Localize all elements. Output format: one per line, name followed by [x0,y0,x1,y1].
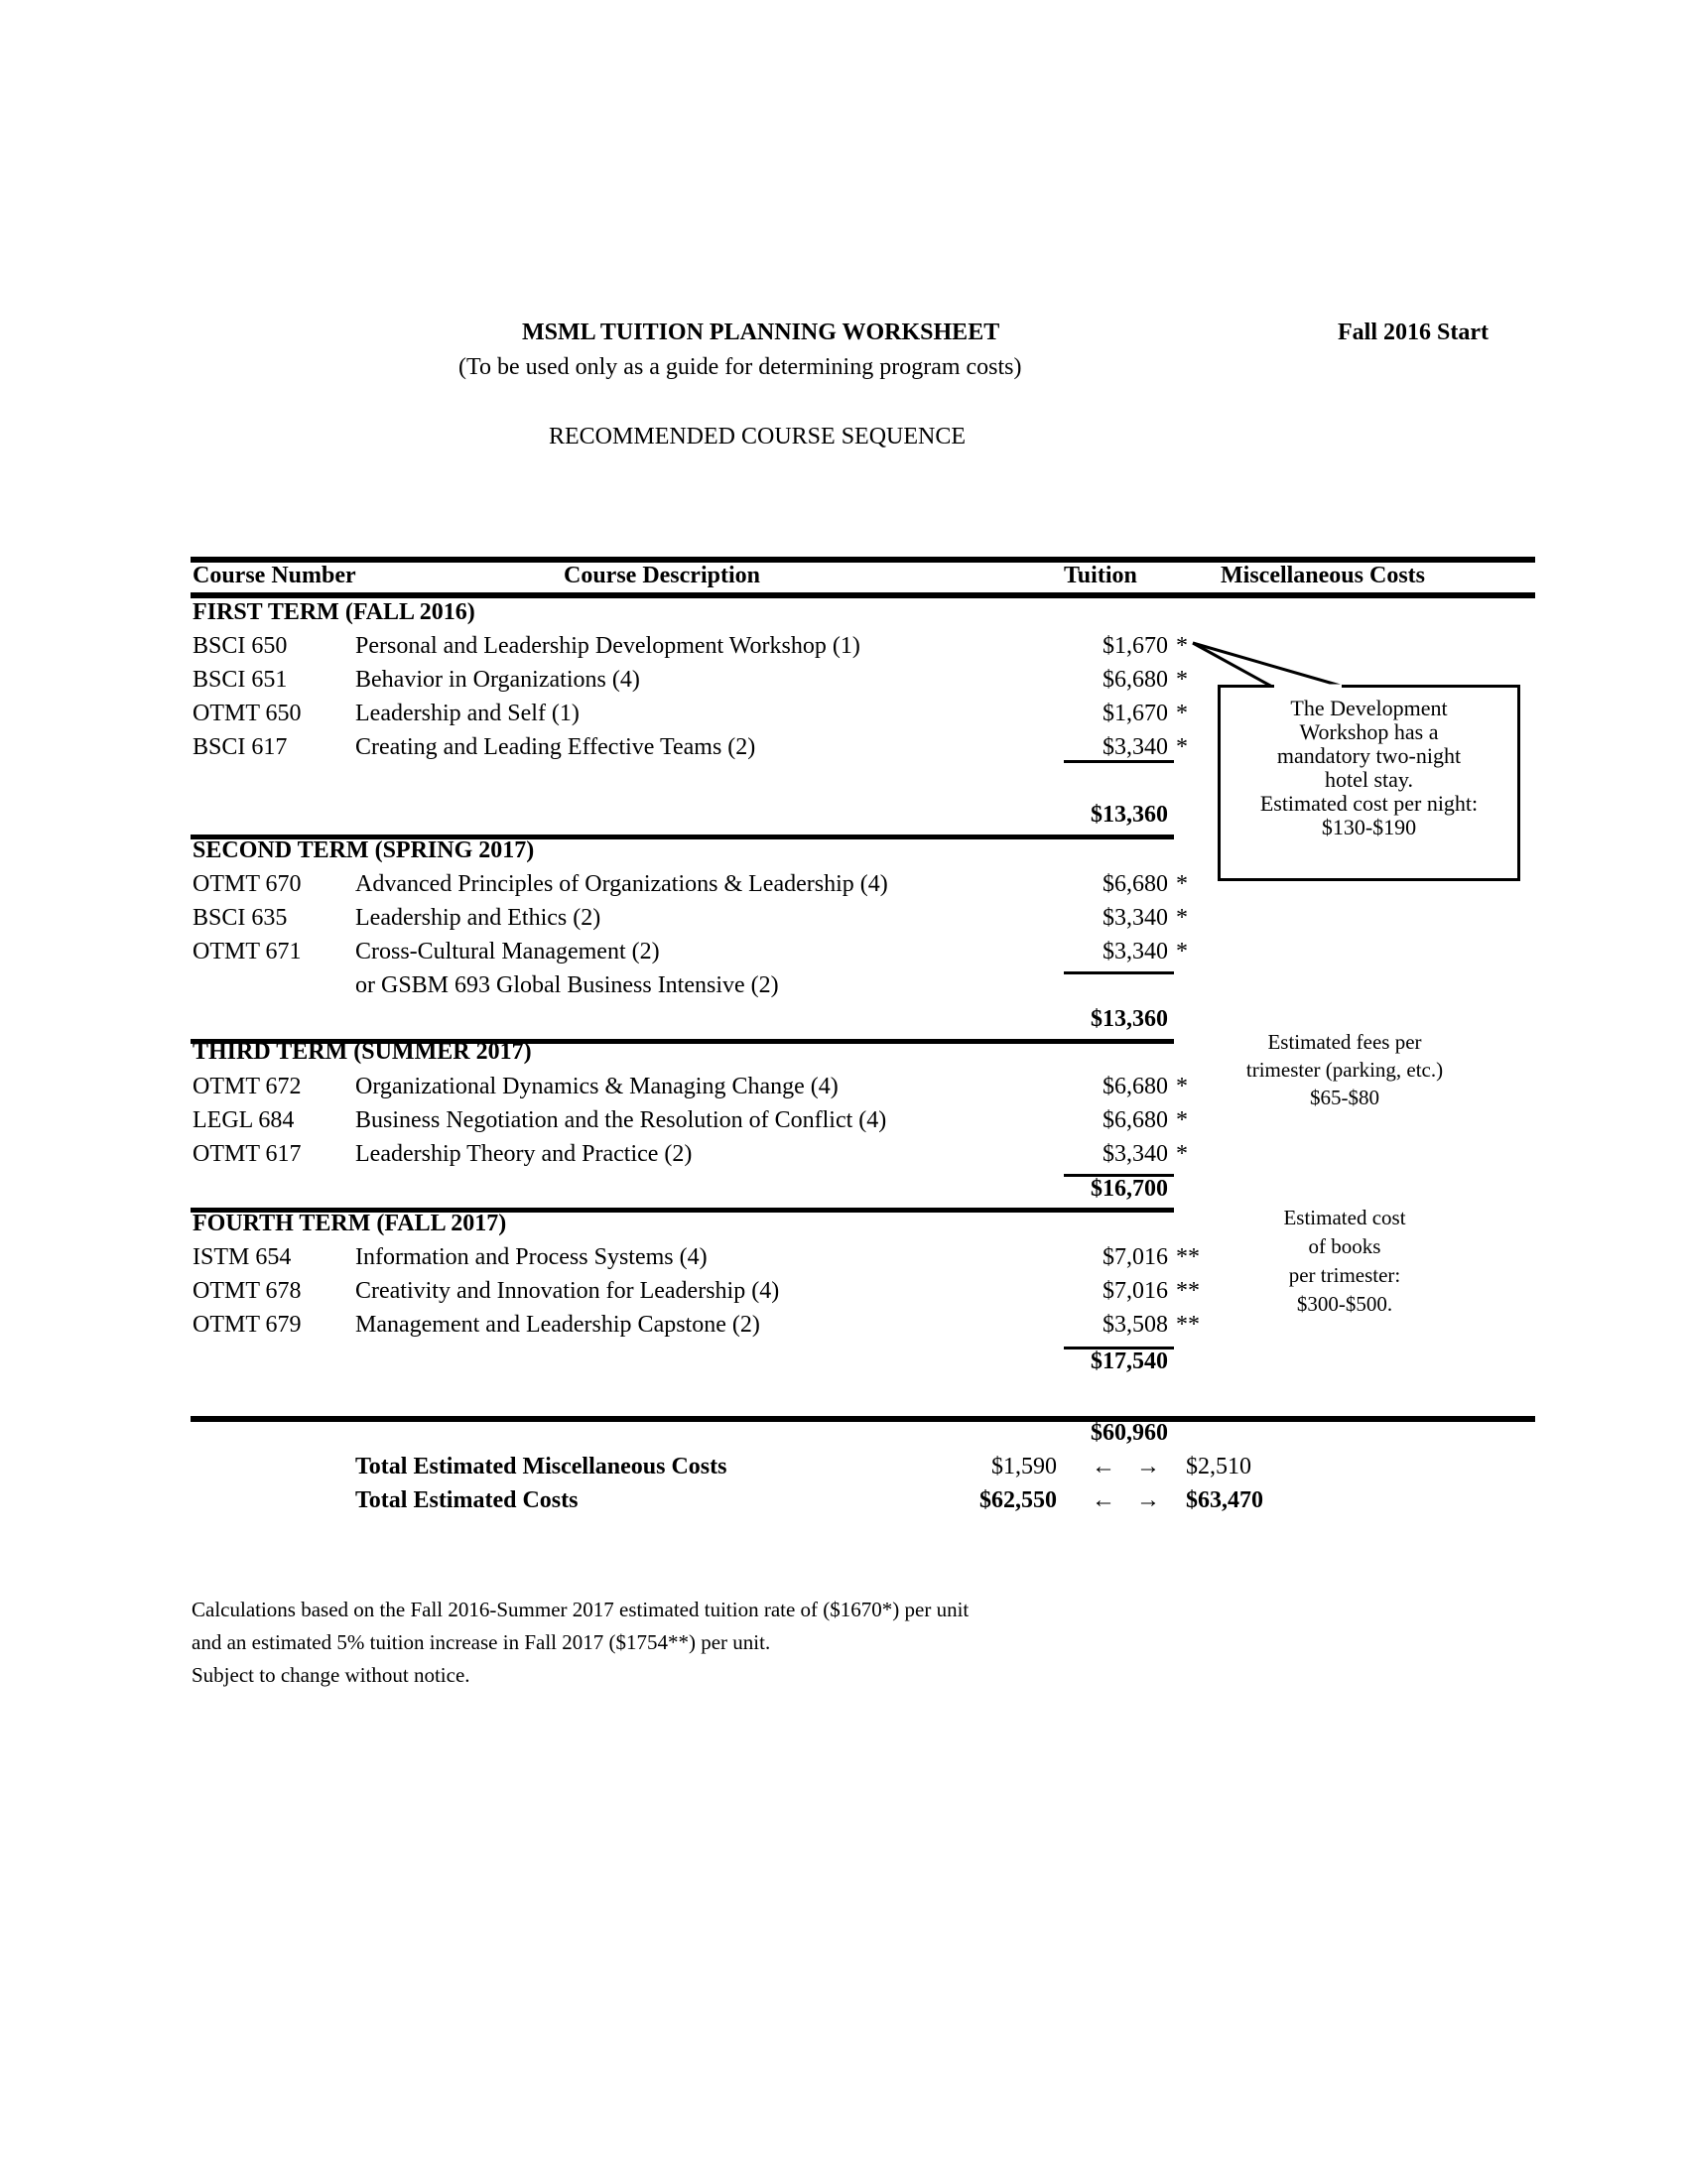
course-number: BSCI 635 [193,905,288,931]
footnote-line-1: Calculations based on the Fall 2016-Summer 2017 estimated tuition rate of ($1670*) per unit [192,1598,970,1621]
course-tuition: $6,680 [1103,1107,1168,1133]
course-description: Behavior in Organizations (4) [355,667,640,693]
course-number: ISTM 654 [193,1244,292,1270]
fees-note-line: Estimated fees per [1267,1030,1422,1054]
course-number: OTMT 672 [193,1074,302,1099]
course-description: Leadership Theory and Practice (2) [355,1141,693,1167]
course-tuition: $6,680 [1103,1074,1168,1099]
course-description: Advanced Principles of Organizations & Leadership (4) [355,871,888,897]
overall-total-low: $62,550 [979,1487,1057,1513]
course-description: Creating and Leading Effective Teams (2) [355,734,756,760]
footnote-line-3: Subject to change without notice. [192,1663,470,1687]
tuition-mark: * [1176,1141,1188,1167]
callout-note [1218,697,1520,839]
course-number: OTMT 678 [193,1278,302,1304]
tuition-mark: * [1176,939,1188,964]
course-description: Creativity and Innovation for Leadership (4) [355,1278,780,1304]
page-title: MSML TUITION PLANNING WORKSHEET [522,320,1000,345]
fees-note-line: $65-$80 [1310,1086,1379,1109]
books-note-line: Estimated cost [1283,1206,1406,1229]
course-tuition: $3,340 [1103,734,1168,760]
overall-total-label: Total Estimated Costs [355,1487,579,1513]
course-number: LEGL 684 [193,1107,295,1133]
term-subtotal: $13,360 [1091,1006,1168,1032]
callout-line: mandatory two-night [1276,743,1462,768]
term-label: FOURTH TERM (FALL 2017) [193,1211,507,1236]
course-tuition: $1,670 [1103,633,1168,659]
tuition-mark: ** [1176,1312,1200,1338]
course-description: Information and Process Systems (4) [355,1244,708,1270]
tuition-mark: * [1176,1074,1188,1099]
term-label: THIRD TERM (SUMMER 2017) [193,1039,532,1065]
section-title: RECOMMENDED COURSE SEQUENCE [549,424,967,450]
callout-line: $130-$190 [1321,815,1417,839]
col-header-course-number: Course Number [193,563,356,588]
course-description: Management and Leadership Capstone (2) [355,1312,760,1338]
course-tuition: $6,680 [1103,667,1168,693]
tuition-mark: * [1176,871,1188,897]
tuition-mark: * [1176,701,1188,726]
course-number: OTMT 670 [193,871,302,897]
course-tuition: $3,340 [1103,939,1168,964]
books-note-line: of books [1308,1234,1381,1258]
course-tuition: $7,016 [1103,1244,1168,1270]
books-note-line: $300-$500. [1296,1292,1393,1316]
misc-total-label: Total Estimated Miscellaneous Costs [355,1454,727,1479]
course-tuition: $7,016 [1103,1278,1168,1304]
course-tuition: $1,670 [1103,701,1168,726]
course-number: OTMT 671 [193,939,302,964]
fees-note-line: trimester (parking, etc.) [1245,1058,1444,1082]
term-subtotal: $13,360 [1091,802,1168,828]
fees-note [1196,1028,1493,1111]
term-subtotal: $17,540 [1091,1349,1168,1374]
course-tuition: $3,340 [1103,1141,1168,1167]
course-alternative: or GSBM 693 Global Business Intensive (2) [355,972,779,998]
course-tuition: $6,680 [1103,871,1168,897]
term-subtotal: $16,700 [1091,1176,1168,1202]
start-term-label: Fall 2016 Start [1338,320,1489,345]
misc-total-high: $2,510 [1186,1454,1251,1479]
callout-line: The Development [1290,696,1448,720]
arrow-right-icon: → [1136,1454,1160,1479]
page-subtitle: (To be used only as a guide for determining program costs) [458,354,1022,380]
overall-total-high: $63,470 [1186,1487,1263,1513]
course-description: Personal and Leadership Development Workshop (1) [355,633,860,659]
callout-line: Workshop has a [1299,719,1439,744]
term-label: SECOND TERM (SPRING 2017) [193,837,535,863]
tuition-mark: * [1176,633,1188,659]
course-number: BSCI 617 [193,734,288,760]
footnote-line-2: and an estimated 5% tuition increase in Fall 2017 ($1754**) per unit. [192,1630,771,1654]
col-header-tuition: Tuition [1064,563,1137,588]
course-description: Leadership and Ethics (2) [355,905,601,931]
misc-total-low: $1,590 [991,1454,1057,1479]
course-number: OTMT 679 [193,1312,302,1338]
course-number: OTMT 650 [193,701,302,726]
books-note [1196,1204,1493,1319]
tuition-mark: ** [1176,1244,1200,1270]
tuition-mark: * [1176,1107,1188,1133]
course-number: BSCI 651 [193,667,288,693]
tuition-mark: * [1176,667,1188,693]
tuition-mark: ** [1176,1278,1200,1304]
arrow-right-icon: → [1136,1487,1160,1513]
arrow-left-icon: ← [1092,1487,1115,1513]
course-number: OTMT 617 [193,1141,302,1167]
course-description: Business Negotiation and the Resolution of Conflict (4) [355,1107,887,1133]
tuition-mark: * [1176,905,1188,931]
course-tuition: $3,508 [1103,1312,1168,1338]
callout-line: Estimated cost per night: [1259,791,1479,816]
books-note-line: per trimester: [1288,1263,1401,1287]
col-header-course-description: Course Description [564,563,760,588]
term-label: FIRST TERM (FALL 2016) [193,599,475,625]
tuition-total: $60,960 [1091,1420,1168,1446]
col-header-misc-costs: Miscellaneous Costs [1221,563,1425,588]
course-description: Leadership and Self (1) [355,701,580,726]
course-number: BSCI 650 [193,633,288,659]
course-description: Organizational Dynamics & Managing Change (4) [355,1074,839,1099]
course-tuition: $3,340 [1103,905,1168,931]
tuition-mark: * [1176,734,1188,760]
course-description: Cross-Cultural Management (2) [355,939,660,964]
arrow-left-icon: ← [1092,1454,1115,1479]
callout-line: hotel stay. [1325,767,1413,792]
